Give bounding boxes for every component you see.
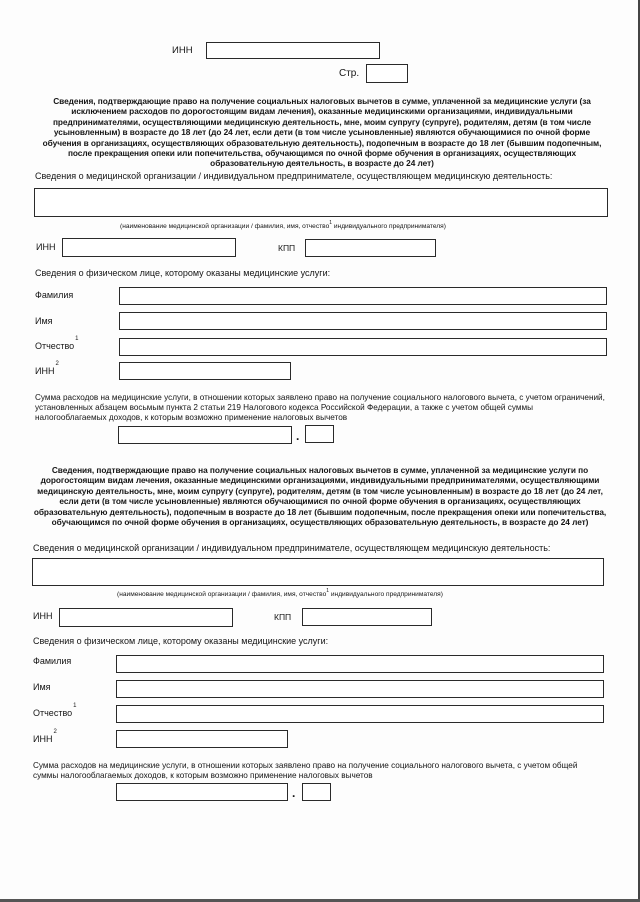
section-1-patronymic-label: Отчество$^1$ [35, 336, 79, 351]
section-2-person-inn-input[interactable] [116, 730, 288, 748]
section-1-surname-input[interactable] [119, 287, 607, 305]
section-1-sum-rubles-input[interactable] [118, 426, 292, 444]
section-1-kpp-input[interactable] [305, 239, 436, 257]
section-2-sum-text: Сумма расходов на медицинские услуги, в отношении которых заявлено право на получение социального налогового вычета, с учетом общей суммы налогооблагаемых доходов, к которым возможно применение налоговых вычетов [33, 761, 578, 780]
section-2-kpp-label: КПП [274, 612, 292, 622]
section-1-name-label: Имя [35, 316, 53, 326]
section-1-patronymic-input[interactable] [119, 338, 607, 356]
header-inn-input[interactable] [206, 42, 380, 59]
section-2-name-label: Имя [33, 682, 51, 692]
section-2-surname-label: Фамилия [33, 656, 72, 666]
section-1-person-inn-input[interactable] [119, 362, 291, 380]
section-1-inn-label: ИНН [36, 242, 56, 252]
section-1-org-input[interactable] [34, 188, 608, 217]
section-2-person-label: Сведения о физическом лице, которому оказаны медицинские услуги: [33, 636, 329, 646]
header-page-input[interactable] [366, 64, 408, 83]
section-2-sum-rubles-input[interactable] [116, 783, 288, 801]
section-1-surname-label: Фамилия [35, 290, 74, 300]
section-1-kpp-label: КПП [278, 243, 296, 253]
header-page-label: Стр. [339, 68, 360, 79]
section-1-person-label: Сведения о физическом лице, которому оказаны медицинские услуги: [35, 268, 331, 278]
section-2-org-input[interactable] [32, 558, 604, 586]
section-2-patronymic-input[interactable] [116, 705, 604, 723]
section-2-heading: Сведения, подтверждающие право на получение социальных налоговых вычетов в сумме, уплаченной за медицинские услуги по дорогостоящим видам лечения, оказанные медицинскими организациями, индивидуальными предпринимателями, осуществляющими медицинскую деятельность, мне, моим супругу (супруге), родителям, детям (в том числе усыновленным) в возрасте до 18 лет (до 24 лет, если дети (в том числе усыновленные) являются обучающимися по очной форме обучения в организациях, осуществляющих образовательную деятельность), подопечным в возрасте до 18 лет (бывшим подопечным, после прекращения опеки или попечительства, обучающимся по очной форме обучения в организациях, осуществляющих образовательную деятельность, в возрасте до 24 лет) [33, 465, 607, 528]
section-2-sum-kopecks-input[interactable] [302, 783, 331, 801]
section-1-person-inn-label: ИНН$^2$ [35, 361, 59, 376]
section-1-name-input[interactable] [119, 312, 607, 330]
section-1-sum-separator: . [296, 429, 300, 443]
section-2-org-label: Сведения о медицинской организации / индивидуальном предпринимателе, осуществляющем медицинскую деятельность: [33, 543, 551, 553]
section-2-inn-input[interactable] [59, 608, 233, 627]
section-2-name-input[interactable] [116, 680, 604, 698]
section-1-inn-input[interactable] [62, 238, 236, 257]
section-1-sum-kopecks-input[interactable] [305, 425, 334, 443]
section-1-sum-text: Сумма расходов на медицинские услуги, в отношении которых заявлено право на получение социального налогового вычета, с учетом ограничений, установленных абзацем восьмым пункта 2 статьи 219 Налогового кодекса Российской Федерации, а также с учетом общей суммы налогооблагаемых доходов, к которым возможно применение налоговых вычетов [35, 393, 605, 422]
section-1-heading: Сведения, подтверждающие право на получение социальных налоговых вычетов в сумме, уплаченной за медицинские услуги (за исключением расходов по дорогостоящим видам лечения), оказанные медицинскими организациями, индивидуальными предпринимателями, осуществляющими медицинскую деятельность, мне, моим супругу (супруге), родителям, детям (в том числе усыновленным) в возрасте до 18 лет (до 24 лет, если дети (в том числе усыновленные) являются обучающимися по очной форме обучения в организациях, осуществляющих образовательную деятельность), подопечным в возрасте до 18 лет (бывшим подопечным, после прекращения опеки или попечительства, обучающимся по очной форме обучения в организациях, осуществляющих образовательную деятельность, в возрасте до 24 лет) [42, 96, 602, 169]
section-2-kpp-input[interactable] [302, 608, 432, 626]
section-1-org-note: (наименование медицинской организации / фамилия, имя, отчество$^1$ индивидуального предпринимателя) [120, 220, 446, 230]
section-2-patronymic-label: Отчество$^1$ [33, 703, 77, 718]
section-2-sum-separator: . [292, 786, 296, 800]
section-1-org-label: Сведения о медицинской организации / индивидуальном предпринимателе, осуществляющем медицинскую деятельность: [35, 171, 553, 181]
section-2-person-inn-label: ИНН$^2$ [33, 729, 57, 744]
section-2-org-note: (наименование медицинской организации / фамилия, имя, отчество$^1$ индивидуального предпринимателя) [117, 588, 443, 598]
section-2-surname-input[interactable] [116, 655, 604, 673]
header-inn-label: ИНН [172, 45, 193, 56]
section-2-inn-label: ИНН [33, 611, 53, 621]
